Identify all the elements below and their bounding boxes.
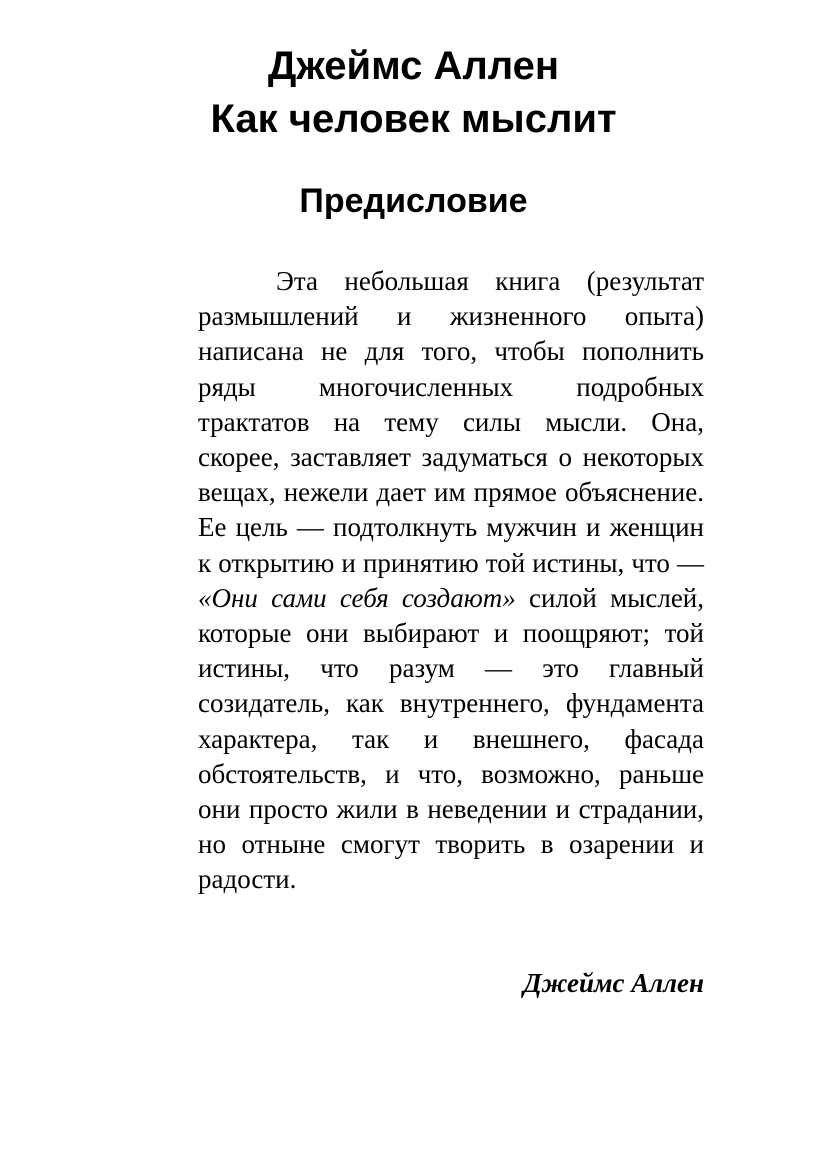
preface-quote: «Они сами себя создают» <box>198 582 516 613</box>
author-signature: Джеймс Аллен <box>523 968 704 998</box>
preface-text-part1: Эта небольшая книга (результат размышлений и жизненного опыта) написана не для того, чтобы пополнить ряды многочисленных подробных трактатов на тему силы мысли. Она, скорее, заставляет задуматься о некоторых вещах, нежели дает им прямое объяснение. Ее цель — подтолкнуть мужчин и женщин к открытию и принятию той истины, что — <box>198 266 704 578</box>
preface-text-part2: силой мыслей, которые они выбирают и поощряют; той истины, что разум — это главный созидатель, как внутреннего, фундамента характера, так и внешнего, фасада обстоятельств, и что, возможно, раньше они просто жили в неведении и страдании, но отныне смогут творить в озарении и радости. <box>198 582 705 895</box>
author-title: Джеймс Аллен <box>267 44 560 88</box>
preface-paragraph <box>198 264 704 898</box>
book-title: Как человек мыслит <box>210 97 617 141</box>
section-heading: Предисловие <box>299 182 528 220</box>
